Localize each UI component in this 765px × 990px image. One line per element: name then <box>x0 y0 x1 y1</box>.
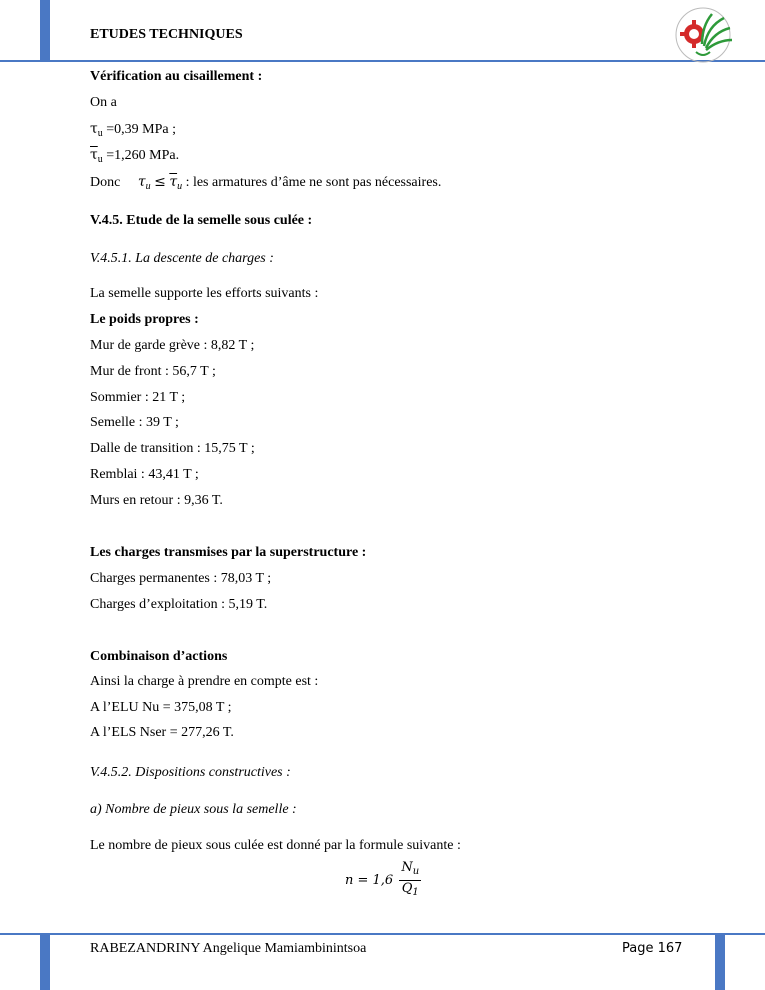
university-logo-icon <box>668 6 738 64</box>
poids-item: Remblai : 43,41 T ; <box>90 467 199 482</box>
on-a-text: On a <box>90 95 117 110</box>
header-rule <box>0 60 765 62</box>
tau-bar-subscript: u <box>97 154 103 165</box>
combinaison-title: Combinaison d’actions <box>90 649 228 664</box>
pile-count-formula <box>345 860 421 901</box>
tau-u-value: =0,39 MPa ; <box>102 122 176 137</box>
donc-tau-bar-sub: u <box>177 181 183 192</box>
tau-symbol: τ <box>90 121 98 137</box>
donc-conclusion: : les armatures d’âme ne sont pas nécessaires. <box>182 175 442 190</box>
footer-accent-bar-left <box>40 933 50 990</box>
poids-title: Le poids propres : <box>90 312 199 327</box>
poids-item: Dalle de transition : 15,75 T ; <box>90 441 255 456</box>
donc-line <box>90 173 441 196</box>
verification-title: Vérification au cisaillement : <box>90 69 263 84</box>
els-value: A l’ELS Nser = 277,26 T. <box>90 725 234 740</box>
poids-item: Mur de garde grève : 8,82 T ; <box>90 338 255 353</box>
formula-fraction <box>399 860 421 901</box>
section-v451-heading: V.4.5.1. La descente de charges : <box>90 251 274 266</box>
section-v452-heading: V.4.5.2. Dispositions constructives : <box>90 765 291 780</box>
footer-accent-bar-right <box>715 933 725 990</box>
combinaison-intro: Ainsi la charge à prendre en compte est : <box>90 674 319 689</box>
donc-word: Donc <box>90 175 121 190</box>
footer-rule <box>0 933 765 935</box>
donc-tau-sub: u <box>145 181 151 192</box>
elu-value: A l’ELU Nu = 375,08 T ; <box>90 700 232 715</box>
formula-denominator-sub: 1 <box>412 887 419 898</box>
formula-intro: Le nombre de pieux sous culée est donné par la formule suivante : <box>90 838 461 853</box>
donc-tau: τ <box>137 174 146 190</box>
formula-lhs: n = 1,6 <box>345 873 394 888</box>
leq-symbol: ≤ <box>154 174 166 190</box>
section-v45-heading: V.4.5. Etude de la semelle sous culée : <box>90 213 313 228</box>
formula-numerator: N <box>401 860 413 875</box>
tau-u-line <box>90 120 176 143</box>
poids-item: Sommier : 21 T ; <box>90 390 186 405</box>
tau-bar-line <box>90 146 179 169</box>
tau-bar-symbol: $\overline{\tau}$ <box>90 147 98 163</box>
charges-item: Charges d’exploitation : 5,19 T. <box>90 597 268 612</box>
subsection-a-heading: a) Nombre de pieux sous la semelle : <box>90 802 297 817</box>
header-accent-bar <box>40 0 50 60</box>
formula-numerator-sub: u <box>412 866 420 877</box>
header-title: ETUDES TECHNIQUES <box>90 27 243 42</box>
poids-item: Mur de front : 56,7 T ; <box>90 364 216 379</box>
footer-author: RABEZANDRINY Angelique Mamiambinintsoa <box>90 941 367 956</box>
formula-denominator: Q <box>401 881 413 896</box>
page-number: Page 167 <box>622 941 683 956</box>
tau-bar-value: =1,260 MPa. <box>102 148 180 163</box>
charges-title: Les charges transmises par la superstructure : <box>90 545 367 560</box>
poids-item: Semelle : 39 T ; <box>90 415 179 430</box>
supports-text: La semelle supporte les efforts suivants : <box>90 286 319 301</box>
donc-tau-bar: $\overline{\tau}$ <box>169 174 178 190</box>
poids-item: Murs en retour : 9,36 T. <box>90 493 223 508</box>
tau-subscript: u <box>97 128 103 139</box>
charges-item: Charges permanentes : 78,03 T ; <box>90 571 272 586</box>
